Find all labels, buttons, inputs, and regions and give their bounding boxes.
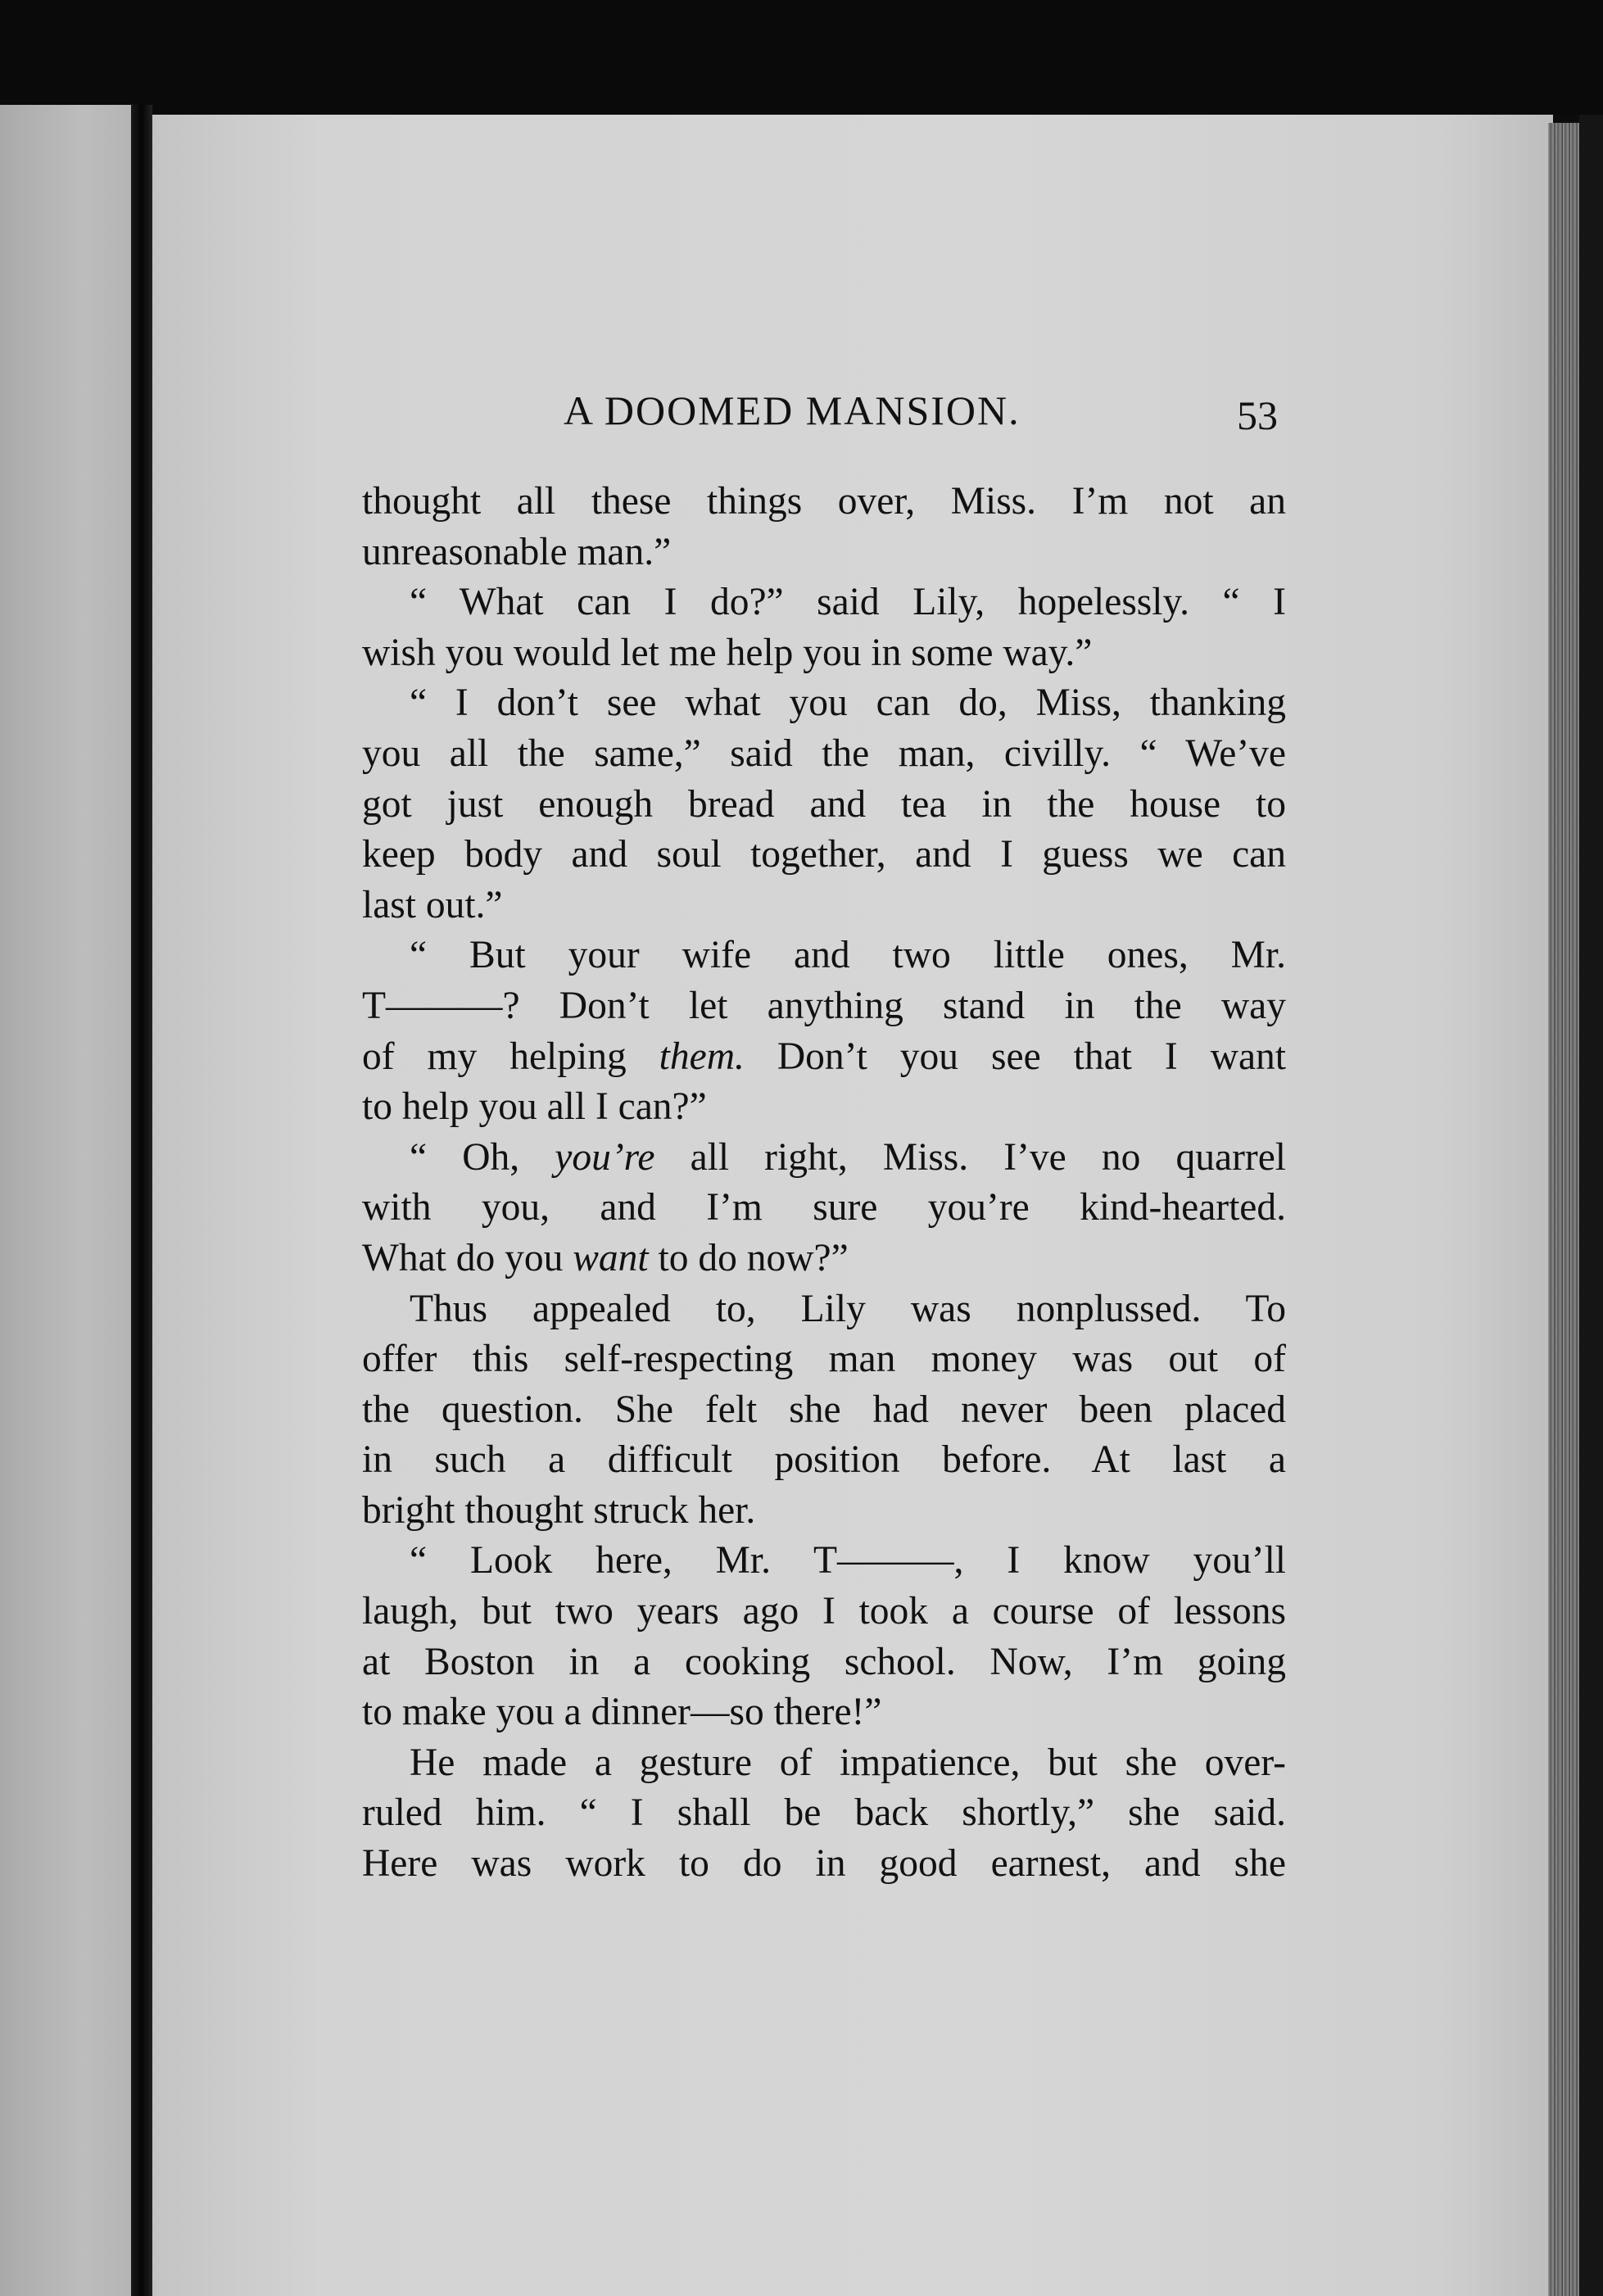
text-line: last out.” xyxy=(362,883,503,926)
text-line: got just enough bread and tea in the house to xyxy=(362,782,1286,826)
emphasis: want xyxy=(573,1236,649,1279)
text-line: wish you would let me help you in some way.” xyxy=(362,631,1093,674)
book-gutter xyxy=(131,105,152,2296)
text-line: thought all these things over, Miss. I’m not an xyxy=(362,480,1286,523)
scan-top-border xyxy=(0,0,1603,115)
body-text xyxy=(362,477,1286,1890)
facing-page-edge xyxy=(0,105,138,2296)
text-line: Thus appealed to, Lily was nonplussed. To xyxy=(410,1287,1286,1330)
text-line: at Boston in a cooking school. Now, I’m going xyxy=(362,1640,1286,1683)
text-line: “ But your wife and two little ones, Mr. xyxy=(410,934,1286,977)
text-line: bright thought struck her. xyxy=(362,1488,756,1532)
text-line: to make you a dinner—so there!” xyxy=(362,1691,882,1734)
text-line: Here was work to do in good earnest, and she xyxy=(362,1842,1286,1886)
text-line: “ Look here, Mr. T———, I know you’ll xyxy=(410,1539,1286,1583)
text-line: of my helping them. Don’t you see that I want xyxy=(362,1035,1286,1078)
page-number: 53 xyxy=(1237,392,1278,438)
emphasis: you’re xyxy=(555,1135,655,1179)
running-head xyxy=(360,387,1286,444)
text-line: you all the same,” said the man, civilly. “ We’ve xyxy=(362,731,1286,775)
text-line: What do you want to do now?” xyxy=(362,1236,849,1279)
running-title: A DOOMED MANSION. xyxy=(564,387,1021,433)
text-line: ruled him. “ I shall be back shortly,” she said. xyxy=(362,1791,1286,1835)
text-line: in such a difficult position before. At last a xyxy=(362,1438,1286,1482)
text-line: He made a gesture of impatience, but she over- xyxy=(410,1741,1286,1784)
scan-right-border xyxy=(1579,115,1603,2296)
emphasis: them. xyxy=(659,1035,745,1078)
text-line: “ I don’t see what you can do, Miss, thanking xyxy=(410,682,1286,725)
text-line: keep body and soul together, and I guess we can xyxy=(362,833,1286,876)
text-line: unreasonable man.” xyxy=(362,530,672,573)
text-line: “ Oh, you’re all right, Miss. I’ve no quarrel xyxy=(410,1135,1286,1179)
page-stack-edge xyxy=(1548,123,1581,2296)
text-line: T———? Don’t let anything stand in the way xyxy=(362,984,1286,1027)
text-line: “ What can I do?” said Lily, hopelessly. “ I xyxy=(410,581,1286,624)
text-line: to help you all I can?” xyxy=(362,1085,707,1129)
text-line: the question. She felt she had never been placed xyxy=(362,1388,1286,1431)
text-line: laugh, but two years ago I took a course of lessons xyxy=(362,1590,1286,1633)
text-line: offer this self-respecting man money was out of xyxy=(362,1338,1286,1381)
text-line: with you, and I’m sure you’re kind-hearted. xyxy=(362,1186,1286,1230)
